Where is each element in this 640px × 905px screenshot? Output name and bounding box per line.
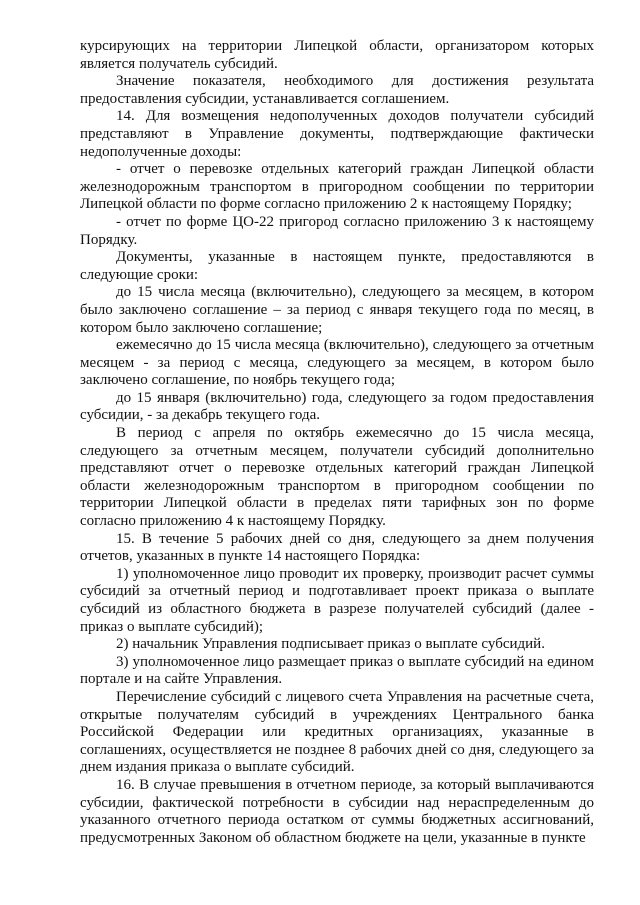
paragraph: ежемесячно до 15 числа месяца (включительно), следующего за отчетным месяцем - за период с месяца, следующего за месяцем, в котором было заключено соглашение, по ноябрь текущего года;	[80, 337, 594, 389]
paragraph: 1) уполномоченное лицо проводит их проверку, производит расчет суммы субсидий за отчетный период и подготавливает проект приказа о выплате субсидий из областного бюджета в разрезе получателей субсидий (далее - приказ о выплате субсидий);	[80, 565, 594, 635]
paragraph: - отчет о перевозке отдельных категорий граждан Липецкой области железнодорожным транспортом в пригородном сообщении по территории Липецкой области по форме согласно приложению 2 к настоящему Порядку;	[80, 161, 594, 213]
paragraph: 15. В течение 5 рабочих дней со дня, следующего за днем получения отчетов, указанных в пункте 14 настоящего Порядка:	[80, 530, 594, 565]
paragraph: 14. Для возмещения недополученных доходов получатели субсидий представляют в Управление документы, подтверждающие фактически недополученные доходы:	[80, 108, 594, 160]
paragraph: курсирующих на территории Липецкой области, организатором которых является получатель субсидий.	[80, 38, 594, 72]
paragraph: до 15 января (включительно) года, следующего за годом предоставления субсидии, - за декабрь текущего года.	[80, 389, 594, 424]
paragraph: до 15 числа месяца (включительно), следующего за месяцем, в котором было заключено соглашение – за период с января текущего года по месяц, в котором было заключено соглашение;	[80, 284, 594, 336]
paragraph: Документы, указанные в настоящем пункте, предоставляются в следующие сроки:	[80, 249, 594, 283]
paragraph: 16. В случае превышения в отчетном периоде, за который выплачиваются субсидии, фактической потребности в субсидии над нераспределенным до указанного отчетного периода остатком от суммы бюджетных ассигнований, предусмотренных Законом об областном бюджете на цели, указанные в пункте	[80, 776, 594, 846]
paragraph: В период с апреля по октябрь ежемесячно до 15 числа месяца, следующего за отчетным месяцем, получатели субсидий дополнительно представляют отчет о перевозке отдельных категорий граждан Липецкой области железнодорожным транспортом в пригородном сообщении по территории Липецкой области в пределах пяти тарифных зон по форме согласно приложению 4 к настоящему Порядку.	[80, 425, 594, 530]
paragraph: 3) уполномоченное лицо размещает приказ о выплате субсидий на едином портале и на сайте Управления.	[80, 653, 594, 688]
paragraph: Значение показателя, необходимого для достижения результата предоставления субсидии, устанавливается соглашением.	[80, 73, 594, 107]
paragraph: 2) начальник Управления подписывает приказ о выплате субсидий.	[116, 636, 545, 653]
paragraph: - отчет по форме ЦО-22 пригород согласно приложению 3 к настоящему Порядку.	[80, 213, 594, 248]
paragraph: Перечисление субсидий с лицевого счета Управления на расчетные счета, открытые получателям субсидий в учреждениях Центрального банка Российской Федерации или кредитных организациях, указанные в соглашениях, осуществляется не позднее 8 рабочих дней со дня, следующего за днем издания приказа о выплате субсидий.	[80, 688, 594, 776]
